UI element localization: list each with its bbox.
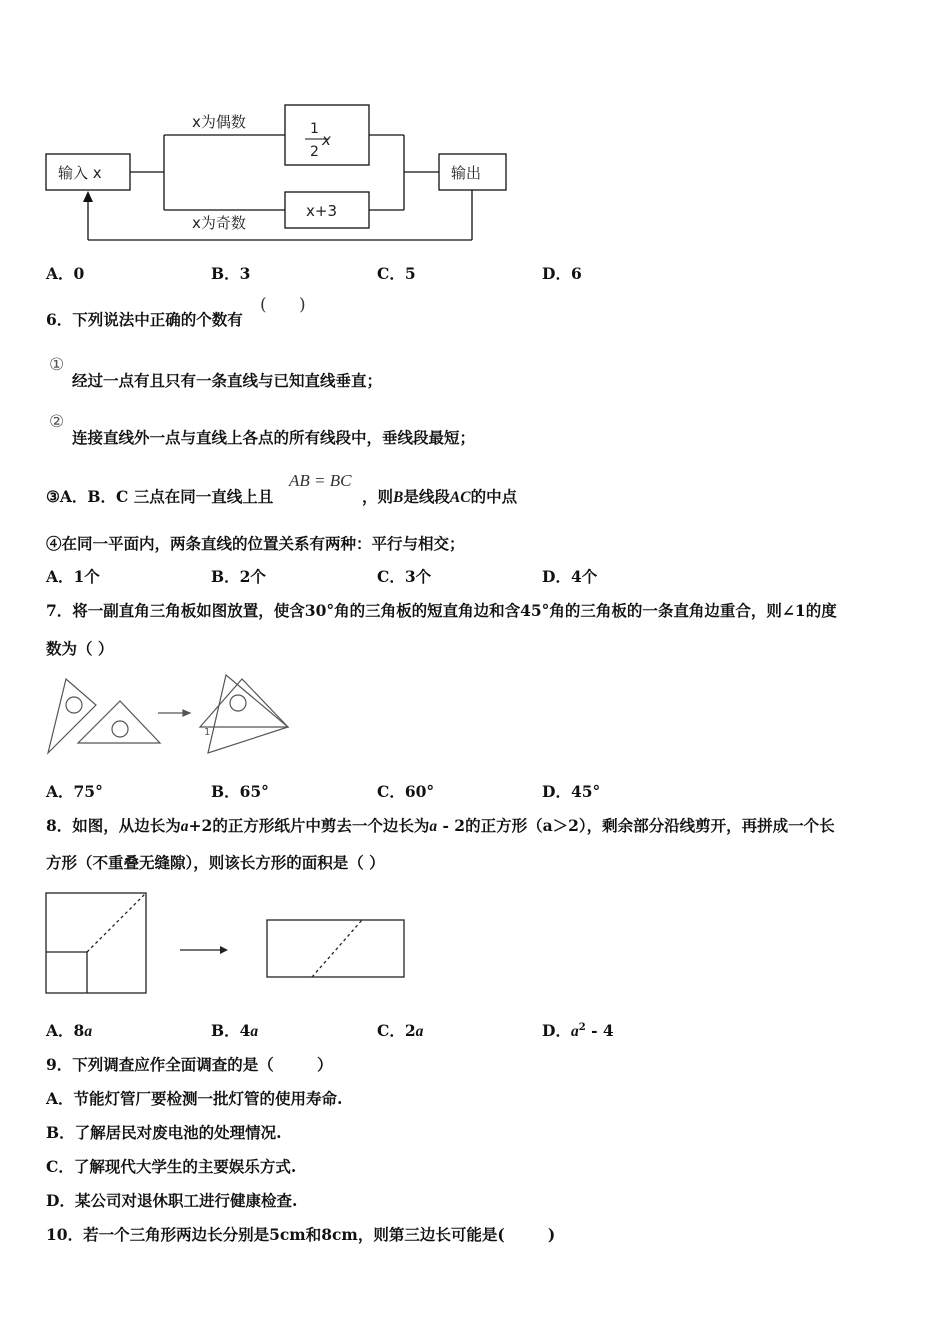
q6-stem: 6．下列说法中正确的个数有 [46, 310, 243, 329]
q8-option-c: C．2a [377, 1021, 424, 1040]
q7-option-b: B．65° [211, 782, 269, 801]
triangle-45-hole [112, 721, 128, 737]
flow-even-label: x为偶数 [192, 113, 246, 131]
q8-option-b: B．4a [211, 1021, 259, 1040]
flow-even-numerator: 1 [310, 121, 319, 137]
q8-var-a2: a [429, 818, 438, 835]
q7-line2: 数为（ ） [46, 639, 114, 658]
q9-option-b: B．了解居民对废电池的处理情况. [46, 1123, 282, 1142]
q8-option-d: D．$a^2 - 4$ [542, 1021, 614, 1040]
q6-option-c: C．3个 [377, 567, 432, 586]
q7-line1: 7．将一副直角三角板如图放置，使含30°角的三角板的短直角边和含45°角的三角板的一条直角边重合，则∠1的度 [46, 601, 837, 620]
q6-item3-math: AB = BC [289, 471, 352, 490]
q6-item3-rest [362, 485, 517, 507]
flow-input-label: 输入 x [58, 164, 102, 182]
q7-option-d: D．45° [542, 782, 601, 801]
cut-line [87, 893, 146, 952]
triangle-30-left [48, 679, 96, 753]
q6-item1-marker: ① [49, 355, 65, 375]
q6-item3-var-ac: AC [449, 489, 471, 506]
q6-item3-var-b: B [393, 489, 404, 506]
q6-item2-text: 连接直线外一点与直线上各点的所有线段中，垂线段最短； [72, 428, 476, 447]
q6-item2-marker: ② [49, 412, 65, 432]
flow-output-label: 输出 [451, 164, 482, 182]
q8-line1 [46, 814, 835, 836]
q8-line1-post: - 2的正方形（a＞2），剩余部分沿线剪开，再拼成一个长 [437, 816, 835, 835]
result-cut-line [312, 920, 362, 977]
q6-option-d: D．4个 [542, 567, 598, 586]
flow-odd-label: x为奇数 [192, 214, 246, 232]
flow-arrowhead [83, 191, 93, 202]
triangle-45-right [200, 679, 288, 727]
result-rectangle [267, 920, 404, 977]
q6-item3-then: ，则 [362, 487, 394, 506]
q7-option-c: C．60° [377, 782, 435, 801]
flowchart-diagram [0, 0, 950, 260]
q5-option-d: D．6 [542, 264, 582, 283]
q6-option-b: B．2个 [211, 567, 266, 586]
q8-line2: 方形（不重叠无缝隙），则该长方形的面积是（ ） [46, 853, 385, 872]
q9-stem: 9．下列调查应作全面调查的是（ ） [46, 1055, 333, 1074]
cut-square [46, 952, 87, 993]
q6-item3-pre: ③A．B．C 三点在同一直线上且 [46, 487, 274, 506]
flow-even-variable: x [322, 131, 331, 149]
q9-option-a: A．节能灯管厂要检测一批灯管的使用寿命. [46, 1089, 343, 1108]
q6-paren: ( ) [260, 295, 306, 315]
angle-1-label: 1 [204, 727, 211, 738]
q6-item1-text: 经过一点有且只有一条直线与已知直线垂直； [72, 371, 383, 390]
triangle-30-hole [66, 697, 82, 713]
q5-option-b: B．3 [211, 264, 251, 283]
q6-item3-midpoint: 的中点 [470, 487, 518, 506]
q9-option-c: C．了解现代大学生的主要娱乐方式. [46, 1157, 297, 1176]
square-cut-figure [40, 885, 420, 1000]
q7-option-a: A．75° [46, 782, 103, 801]
q9-option-d: D．某公司对退休职工进行健康检查. [46, 1191, 298, 1210]
set-squares-figure [40, 665, 300, 765]
flow-odd-expression: x+3 [306, 202, 337, 220]
q6-option-a: A．1个 [46, 567, 100, 586]
triangle-30-right-hole [230, 695, 246, 711]
q8-var-a1: a [180, 818, 189, 835]
q10-stem: 10．若一个三角形两边长分别是5cm和8cm，则第三边长可能是( ) [46, 1225, 556, 1244]
q8-line1-pre: 8．如图，从边长为 [46, 816, 181, 835]
q5-option-c: C．5 [377, 264, 416, 283]
flow-even-denominator: 2 [310, 144, 319, 160]
q6-item4: ④在同一平面内，两条直线的位置关系有两种：平行与相交； [46, 534, 465, 553]
q5-option-a: A．0 [46, 264, 85, 283]
q8-line1-mid: +2的正方形纸片中剪去一个边长为 [188, 816, 430, 835]
q8-option-a: A．8a [46, 1021, 93, 1040]
q6-item3-segment: 是线段 [403, 487, 450, 506]
